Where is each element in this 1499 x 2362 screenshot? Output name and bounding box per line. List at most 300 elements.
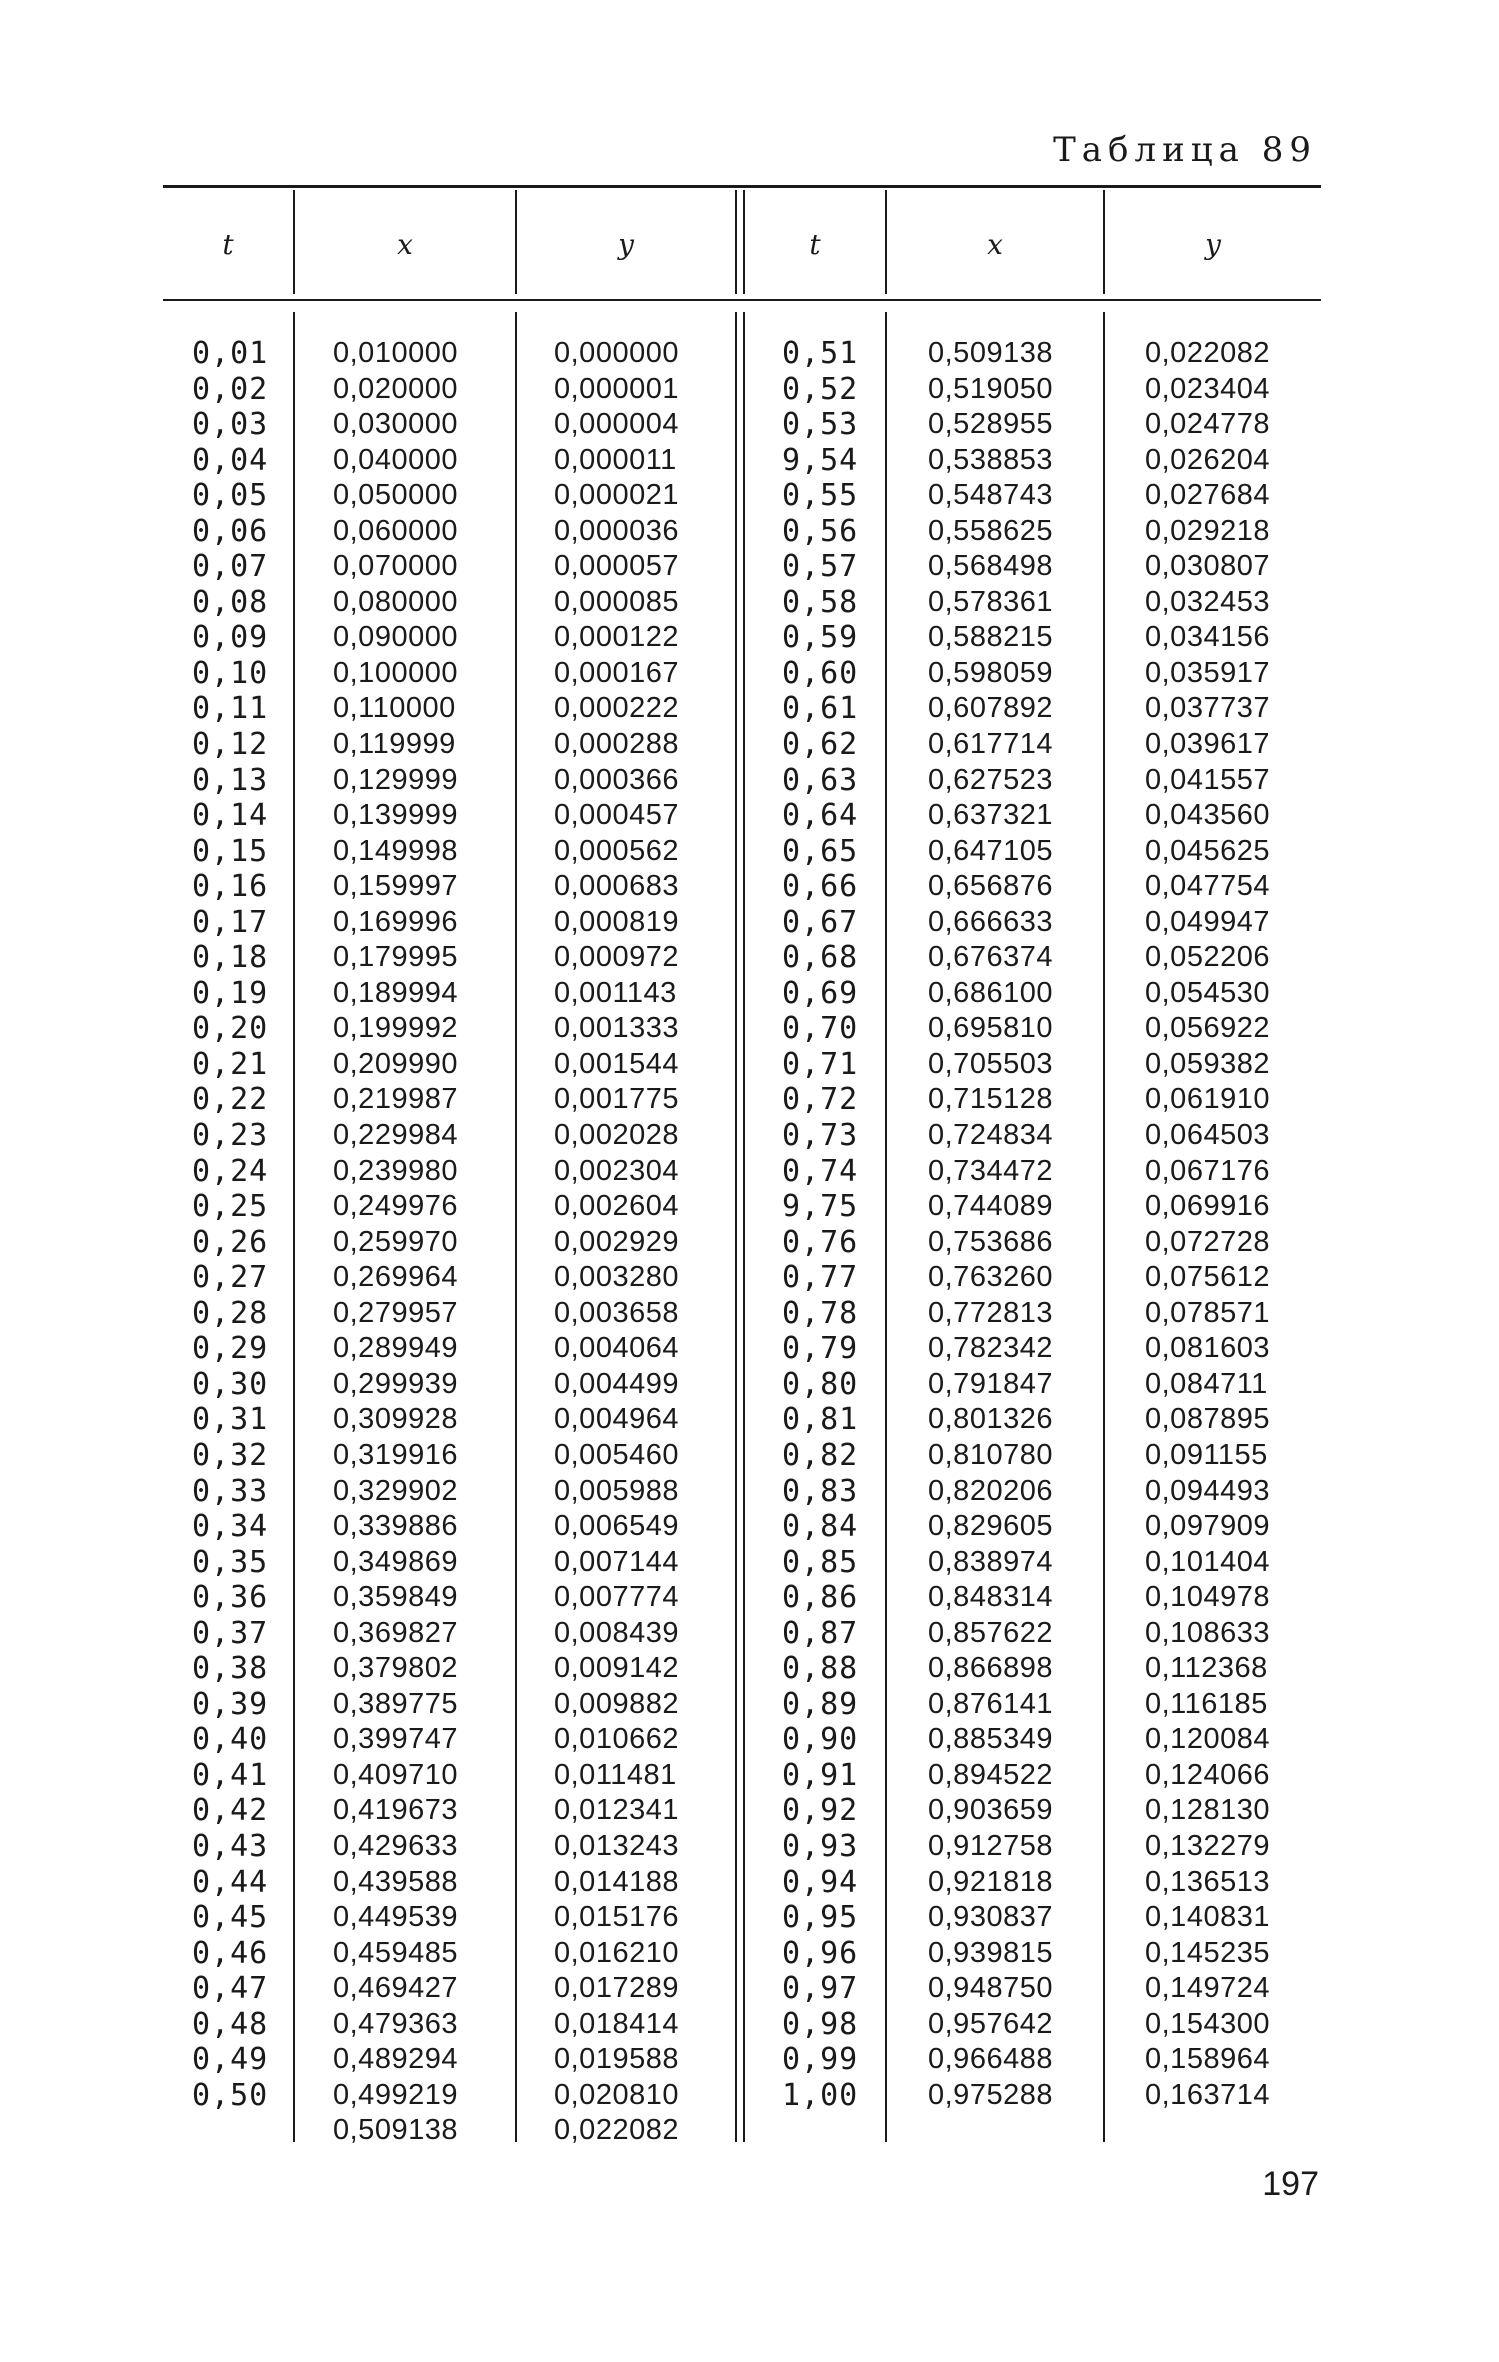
- header-t-right: t: [809, 228, 821, 261]
- t-value: 0,45: [192, 1900, 269, 1936]
- t-value: 0,52: [782, 371, 859, 407]
- t-value: 0,14: [192, 798, 269, 834]
- y-value: 0,000972: [554, 941, 679, 974]
- y-value: 0,029218: [1145, 514, 1270, 547]
- t-value: 0,20: [192, 1011, 269, 1047]
- y-value: 0,012341: [554, 1794, 679, 1827]
- x-value: 0,885349: [928, 1723, 1053, 1756]
- y-value: 0,001333: [554, 1012, 679, 1045]
- y-value: 0,000036: [554, 514, 679, 547]
- y-value: 0,064503: [1145, 1119, 1270, 1152]
- t-value: 0,92: [782, 1793, 859, 1829]
- x-value: 0,459485: [333, 1936, 458, 1969]
- y-value: 0,149724: [1145, 1972, 1270, 2005]
- y-value: 0,081603: [1145, 1332, 1270, 1365]
- t-value: 0,50: [192, 2077, 269, 2113]
- y-value: 0,005988: [554, 1474, 679, 1507]
- x-value: 0,948750: [928, 1972, 1053, 2005]
- t-value: 0,53: [782, 407, 859, 443]
- y-value: 0,004499: [554, 1367, 679, 1400]
- y-value: 0,037737: [1145, 692, 1270, 725]
- x-value: 0,607892: [928, 692, 1053, 725]
- t-value: 0,98: [782, 2006, 859, 2042]
- x-value: 0,975288: [928, 2078, 1053, 2111]
- y-value: 0,015176: [554, 1901, 679, 1934]
- y-value: 0,030807: [1145, 550, 1270, 583]
- t-value: 0,29: [192, 1331, 269, 1367]
- x-value: 0,050000: [333, 479, 458, 512]
- y-value: 0,154300: [1145, 2007, 1270, 2040]
- column-y-left: [554, 336, 679, 2149]
- x-value: 0,810780: [928, 1438, 1053, 1471]
- t-value: 0,32: [192, 1437, 269, 1473]
- header-x-left: x: [397, 228, 413, 261]
- x-value: 0,568498: [928, 550, 1053, 583]
- y-value: 0,000683: [554, 870, 679, 903]
- t-value: 0,59: [782, 620, 859, 656]
- y-value: 0,043560: [1145, 799, 1270, 832]
- t-value: 0,51: [782, 336, 859, 371]
- y-value: 0,003658: [554, 1296, 679, 1329]
- x-value: 0,489294: [333, 2043, 458, 2076]
- t-value: 0,41: [192, 1757, 269, 1793]
- y-value: 0,009882: [554, 1687, 679, 1720]
- t-value: 0,39: [192, 1686, 269, 1722]
- y-value: 0,112368: [1145, 1652, 1268, 1685]
- y-value: 0,014188: [554, 1865, 679, 1898]
- y-value: 0,163714: [1145, 2078, 1270, 2111]
- y-value: 0,000021: [554, 479, 679, 512]
- x-value: 0,509138: [928, 337, 1053, 369]
- y-value: 0,052206: [1145, 941, 1270, 974]
- x-value: 0,349869: [333, 1545, 458, 1578]
- x-value: 0,329902: [333, 1474, 458, 1507]
- page-number: 197: [1262, 2165, 1319, 2203]
- y-value: 0,002929: [554, 1225, 679, 1258]
- t-value: 0,27: [192, 1260, 269, 1296]
- x-value: 0,676374: [928, 941, 1053, 974]
- t-value: 0,68: [782, 940, 859, 976]
- t-value: 0,23: [192, 1118, 269, 1154]
- x-value: 0,309928: [333, 1403, 458, 1436]
- y-value: 0,032453: [1145, 585, 1270, 618]
- x-value: 0,791847: [928, 1367, 1053, 1400]
- y-value: 0,007144: [554, 1545, 679, 1578]
- t-value: 0,07: [192, 549, 269, 585]
- t-value: 0,01: [192, 336, 269, 371]
- t-value: 0,80: [782, 1366, 859, 1402]
- t-value: 0,62: [782, 727, 859, 763]
- t-value: 0,26: [192, 1224, 269, 1260]
- x-value: 0,801326: [928, 1403, 1053, 1436]
- t-value: 0,21: [192, 1046, 269, 1082]
- x-value: 0,100000: [333, 656, 458, 689]
- y-value: 0,067176: [1145, 1154, 1270, 1187]
- header-rule: [163, 299, 1321, 301]
- t-value: 0,70: [782, 1011, 859, 1047]
- y-value: 0,000288: [554, 728, 679, 761]
- x-value: 0,169996: [333, 905, 458, 938]
- x-value: 0,409710: [333, 1758, 458, 1791]
- x-value: 0,030000: [333, 408, 458, 441]
- top-rule: [163, 185, 1321, 188]
- t-value: 0,55: [782, 478, 859, 514]
- x-value: 0,279957: [333, 1296, 458, 1329]
- t-value: 0,56: [782, 513, 859, 549]
- t-value: 0,90: [782, 1722, 859, 1758]
- column-x-left: [333, 336, 458, 2149]
- y-value: 0,000819: [554, 905, 679, 938]
- t-value: 0,61: [782, 691, 859, 727]
- y-value: 0,018414: [554, 2007, 679, 2040]
- x-value: 0,299939: [333, 1367, 458, 1400]
- column-t-left: [192, 336, 268, 2113]
- x-value: 0,269964: [333, 1261, 458, 1294]
- y-value: 0,019588: [554, 2043, 679, 2076]
- x-value: 0,724834: [928, 1119, 1053, 1152]
- x-value: 0,110000: [333, 692, 456, 725]
- y-value: 0,104978: [1145, 1581, 1270, 1614]
- t-value: 0,63: [782, 762, 859, 798]
- t-value: 0,49: [192, 2042, 269, 2078]
- column-divider: [515, 312, 517, 2142]
- x-value: 0,219987: [333, 1083, 458, 1116]
- x-value: 0,159997: [333, 870, 458, 903]
- y-value: 0,056922: [1145, 1012, 1270, 1045]
- column-divider: [1103, 312, 1105, 2142]
- t-value: 9,54: [782, 442, 859, 478]
- t-value: 0,77: [782, 1260, 859, 1296]
- y-value: 0,061910: [1145, 1083, 1270, 1116]
- y-value: 0,004064: [554, 1332, 679, 1365]
- y-value: 0,054530: [1145, 976, 1270, 1009]
- y-value: 0,011481: [554, 1758, 677, 1791]
- y-value: 0,075612: [1145, 1261, 1270, 1294]
- x-value: 0,209990: [333, 1047, 458, 1080]
- t-value: 0,46: [192, 1935, 269, 1971]
- x-value: 0,090000: [333, 621, 458, 654]
- y-value: 0,001775: [554, 1083, 679, 1116]
- t-value: 0,34: [192, 1509, 269, 1545]
- y-value: 0,005460: [554, 1438, 679, 1471]
- y-value: 0,132279: [1145, 1829, 1270, 1862]
- x-value: 0,020000: [333, 372, 458, 405]
- y-value: 0,023404: [1145, 372, 1270, 405]
- x-value: 0,782342: [928, 1332, 1053, 1365]
- x-value: 0,753686: [928, 1225, 1053, 1258]
- x-value: 0,894522: [928, 1758, 1053, 1791]
- x-value: 0,637321: [928, 799, 1053, 832]
- t-value: 0,79: [782, 1331, 859, 1367]
- y-value: 0,008439: [554, 1616, 679, 1649]
- y-value: 0,000167: [554, 656, 679, 689]
- t-value: 0,73: [782, 1118, 859, 1154]
- t-value: 0,78: [782, 1295, 859, 1331]
- column-divider: [885, 312, 887, 2142]
- x-value: 0,369827: [333, 1616, 458, 1649]
- x-value: 0,239980: [333, 1154, 458, 1187]
- t-value: 0,60: [782, 655, 859, 691]
- t-value: 0,81: [782, 1402, 859, 1438]
- x-value: 0,139999: [333, 799, 458, 832]
- y-value: 0,000057: [554, 550, 679, 583]
- t-value: 0,36: [192, 1580, 269, 1616]
- t-value: 0,94: [782, 1864, 859, 1900]
- x-value: 0,189994: [333, 976, 458, 1009]
- t-value: 0,87: [782, 1615, 859, 1651]
- t-value: 0,33: [192, 1473, 269, 1509]
- y-value: 0,039617: [1145, 728, 1270, 761]
- t-value: 0,89: [782, 1686, 859, 1722]
- t-value: 0,88: [782, 1651, 859, 1687]
- x-value: 0,119999: [333, 728, 456, 761]
- x-value: 0,903659: [928, 1794, 1053, 1827]
- x-value: 0,939815: [928, 1936, 1053, 1969]
- x-value: 0,921818: [928, 1865, 1053, 1898]
- t-value: 0,86: [782, 1580, 859, 1616]
- t-value: 9,75: [782, 1189, 859, 1225]
- y-value: 0,024778: [1145, 408, 1270, 441]
- x-value: 0,838974: [928, 1545, 1053, 1578]
- t-value: 0,28: [192, 1295, 269, 1331]
- x-value: 0,734472: [928, 1154, 1053, 1187]
- x-value: 0,439588: [333, 1865, 458, 1898]
- x-value: 0,129999: [333, 763, 458, 796]
- t-value: 0,02: [192, 371, 269, 407]
- t-value: 0,19: [192, 975, 269, 1011]
- x-value: 0,627523: [928, 763, 1053, 796]
- t-value: 0,04: [192, 442, 269, 478]
- y-value: 0,000001: [554, 372, 679, 405]
- y-value: 0,034156: [1145, 621, 1270, 654]
- y-value: 0,158964: [1145, 2043, 1270, 2076]
- y-value: 0,002028: [554, 1119, 679, 1152]
- x-value: 0,379802: [333, 1652, 458, 1685]
- x-value: 0,449539: [333, 1901, 458, 1934]
- y-value: 0,010662: [554, 1723, 679, 1756]
- x-value: 0,509138: [333, 2114, 458, 2147]
- x-value: 0,772813: [928, 1296, 1053, 1329]
- x-value: 0,479363: [333, 2007, 458, 2040]
- x-value: 0,558625: [928, 514, 1053, 547]
- t-value: 0,08: [192, 584, 269, 620]
- y-value: 0,000457: [554, 799, 679, 832]
- t-value: 0,48: [192, 2006, 269, 2042]
- header-t-left: t: [222, 228, 234, 261]
- y-value: 0,016210: [554, 1936, 679, 1969]
- y-value: 0,145235: [1145, 1936, 1270, 1969]
- x-value: 0,656876: [928, 870, 1053, 903]
- y-value: 0,000004: [554, 408, 679, 441]
- t-value: 0,15: [192, 833, 269, 869]
- y-value: 0,045625: [1145, 834, 1270, 867]
- y-value: 0,049947: [1145, 905, 1270, 938]
- x-value: 0,548743: [928, 479, 1053, 512]
- y-value: 0,091155: [1145, 1438, 1268, 1471]
- t-value: 0,65: [782, 833, 859, 869]
- t-value: 0,96: [782, 1935, 859, 1971]
- t-value: 0,09: [192, 620, 269, 656]
- t-value: 0,57: [782, 549, 859, 585]
- y-value: 0,006549: [554, 1510, 679, 1543]
- t-value: 0,17: [192, 904, 269, 940]
- x-value: 0,229984: [333, 1119, 458, 1152]
- t-value: 0,40: [192, 1722, 269, 1758]
- header-x-right: x: [987, 228, 1003, 261]
- t-value: 0,03: [192, 407, 269, 443]
- x-value: 0,578361: [928, 585, 1053, 618]
- t-value: 0,22: [192, 1082, 269, 1118]
- x-value: 0,598059: [928, 656, 1053, 689]
- x-value: 0,966488: [928, 2043, 1053, 2076]
- x-value: 0,588215: [928, 621, 1053, 654]
- t-value: 1,00: [782, 2077, 859, 2113]
- y-value: 0,078571: [1145, 1296, 1270, 1329]
- y-value: 0,002304: [554, 1154, 679, 1187]
- y-value: 0,013243: [554, 1829, 679, 1862]
- column-divider-double: [735, 312, 737, 2142]
- y-value: 0,116185: [1145, 1687, 1268, 1720]
- y-value: 0,027684: [1145, 479, 1270, 512]
- y-value: 0,035917: [1145, 656, 1270, 689]
- x-value: 0,930837: [928, 1901, 1053, 1934]
- x-value: 0,010000: [333, 337, 458, 369]
- t-value: 0,25: [192, 1189, 269, 1225]
- t-value: 0,93: [782, 1828, 859, 1864]
- y-value: 0,004964: [554, 1403, 679, 1436]
- y-value: 0,047754: [1145, 870, 1270, 903]
- column-divider-double: [743, 312, 745, 2142]
- x-value: 0,695810: [928, 1012, 1053, 1045]
- t-value: 0,97: [782, 1971, 859, 2007]
- x-value: 0,419673: [333, 1794, 458, 1827]
- t-value: 0,18: [192, 940, 269, 976]
- y-value: 0,108633: [1145, 1616, 1270, 1649]
- y-value: 0,002604: [554, 1190, 679, 1223]
- x-value: 0,179995: [333, 941, 458, 974]
- y-value: 0,136513: [1145, 1865, 1270, 1898]
- x-value: 0,319916: [333, 1438, 458, 1471]
- y-value: 0,072728: [1145, 1225, 1270, 1258]
- y-value: 0,124066: [1145, 1758, 1270, 1791]
- t-value: 0,10: [192, 655, 269, 691]
- t-value: 0,84: [782, 1509, 859, 1545]
- t-value: 0,67: [782, 904, 859, 940]
- t-value: 0,30: [192, 1366, 269, 1402]
- x-value: 0,080000: [333, 585, 458, 618]
- y-value: 0,017289: [554, 1972, 679, 2005]
- y-value: 0,001544: [554, 1047, 679, 1080]
- x-value: 0,249976: [333, 1190, 458, 1223]
- t-value: 0,82: [782, 1437, 859, 1473]
- x-value: 0,339886: [333, 1510, 458, 1543]
- x-value: 0,705503: [928, 1047, 1053, 1080]
- t-value: 0,64: [782, 798, 859, 834]
- t-value: 0,95: [782, 1900, 859, 1936]
- x-value: 0,519050: [928, 372, 1053, 405]
- y-value: 0,009142: [554, 1652, 679, 1685]
- x-value: 0,666633: [928, 905, 1053, 938]
- t-value: 0,74: [782, 1153, 859, 1189]
- x-value: 0,763260: [928, 1261, 1053, 1294]
- y-value: 0,000222: [554, 692, 679, 725]
- y-value: 0,020810: [554, 2078, 679, 2111]
- t-value: 0,42: [192, 1793, 269, 1829]
- t-value: 0,06: [192, 513, 269, 549]
- column-t-right: [782, 336, 858, 2113]
- x-value: 0,857622: [928, 1616, 1053, 1649]
- x-value: 0,289949: [333, 1332, 458, 1365]
- t-value: 0,99: [782, 2042, 859, 2078]
- header-y-left: y: [618, 228, 634, 261]
- y-value: 0,000366: [554, 763, 679, 796]
- t-value: 0,76: [782, 1224, 859, 1260]
- y-value: 0,087895: [1145, 1403, 1270, 1436]
- y-value: 0,097909: [1145, 1510, 1270, 1543]
- y-value: 0,000122: [554, 621, 679, 654]
- y-value: 0,022082: [1145, 337, 1270, 369]
- t-value: 0,16: [192, 869, 269, 905]
- x-value: 0,715128: [928, 1083, 1053, 1116]
- column-x-right: [928, 336, 1053, 2113]
- x-value: 0,647105: [928, 834, 1053, 867]
- t-value: 0,44: [192, 1864, 269, 1900]
- t-value: 0,66: [782, 869, 859, 905]
- t-value: 0,91: [782, 1757, 859, 1793]
- x-value: 0,429633: [333, 1829, 458, 1862]
- t-value: 0,31: [192, 1402, 269, 1438]
- x-value: 0,617714: [928, 728, 1053, 761]
- t-value: 0,13: [192, 762, 269, 798]
- y-value: 0,128130: [1145, 1794, 1270, 1827]
- y-value: 0,000000: [554, 337, 679, 369]
- t-value: 0,72: [782, 1082, 859, 1118]
- y-value: 0,000085: [554, 585, 679, 618]
- y-value: 0,003280: [554, 1261, 679, 1294]
- y-value: 0,084711: [1145, 1367, 1268, 1400]
- t-value: 0,83: [782, 1473, 859, 1509]
- header-divider-double: [735, 190, 737, 294]
- x-value: 0,359849: [333, 1581, 458, 1614]
- t-value: 0,37: [192, 1615, 269, 1651]
- x-value: 0,070000: [333, 550, 458, 583]
- x-value: 0,060000: [333, 514, 458, 547]
- t-value: 0,69: [782, 975, 859, 1011]
- x-value: 0,686100: [928, 976, 1053, 1009]
- y-value: 0,094493: [1145, 1474, 1270, 1507]
- t-value: 0,85: [782, 1544, 859, 1580]
- x-value: 0,866898: [928, 1652, 1053, 1685]
- t-value: 0,47: [192, 1971, 269, 2007]
- x-value: 0,040000: [333, 443, 458, 476]
- t-value: 0,43: [192, 1828, 269, 1864]
- x-value: 0,469427: [333, 1972, 458, 2005]
- x-value: 0,912758: [928, 1829, 1053, 1862]
- y-value: 0,041557: [1145, 763, 1270, 796]
- x-value: 0,538853: [928, 443, 1053, 476]
- y-value: 0,026204: [1145, 443, 1270, 476]
- column-y-right: [1145, 336, 1270, 2113]
- y-value: 0,001143: [554, 976, 677, 1009]
- header-y-right: y: [1205, 228, 1221, 261]
- t-value: 0,38: [192, 1651, 269, 1687]
- y-value: 0,140831: [1145, 1901, 1270, 1934]
- t-value: 0,11: [192, 691, 269, 727]
- y-value: 0,059382: [1145, 1047, 1270, 1080]
- x-value: 0,876141: [928, 1687, 1053, 1720]
- y-value: 0,101404: [1145, 1545, 1270, 1578]
- y-value: 0,069916: [1145, 1190, 1270, 1223]
